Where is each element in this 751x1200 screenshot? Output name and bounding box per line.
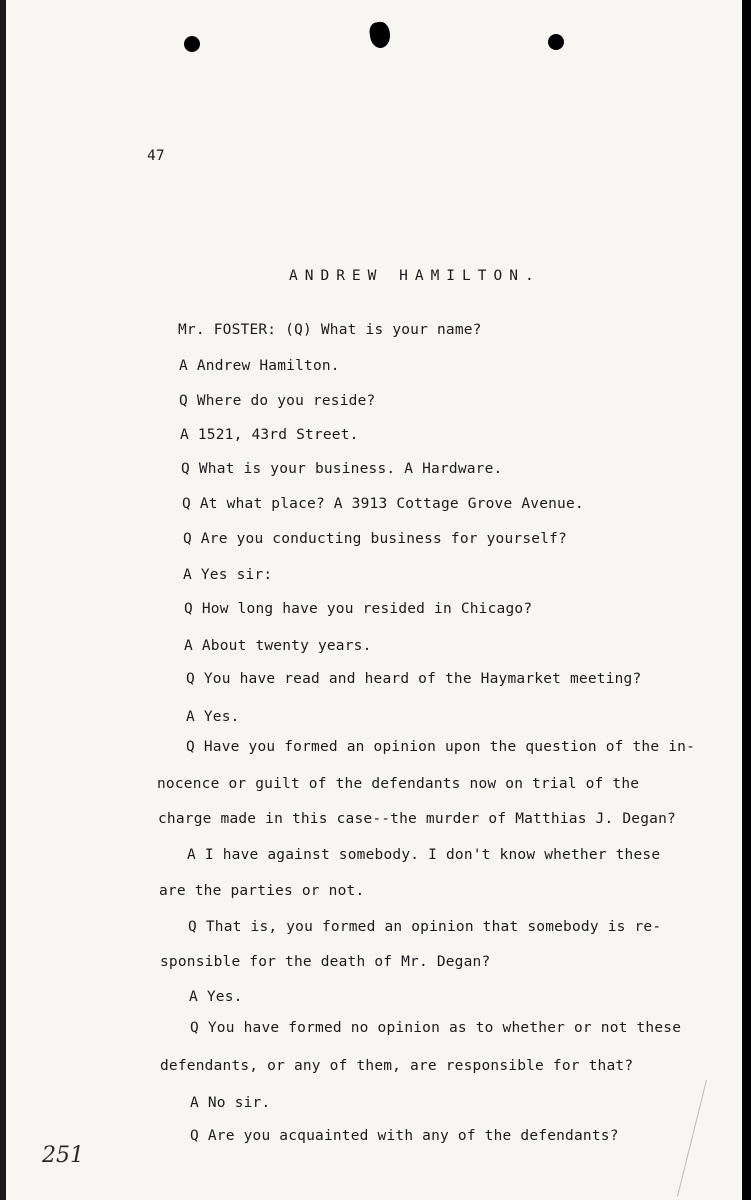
testimony-line: Q At what place? A 3913 Cottage Grove Avenue. — [182, 496, 584, 512]
testimony-line: Q How long have you resided in Chicago? — [184, 601, 533, 617]
testimony-line: defendants, or any of them, are responsible for that? — [160, 1058, 634, 1074]
testimony-line: sponsible for the death of Mr. Degan? — [160, 954, 491, 970]
testimony-line: Q You have formed no opinion as to whether or not these — [190, 1020, 682, 1036]
testimony-line: Q Are you acquainted with any of the defendants? — [190, 1128, 619, 1144]
witness-title: ANDREW HAMILTON. — [289, 268, 541, 284]
testimony-line: A 1521, 43rd Street. — [180, 427, 359, 443]
testimony-line: A I have against somebody. I don't know whether these — [187, 847, 661, 863]
document-page — [6, 0, 742, 1200]
ink-blot — [368, 21, 391, 50]
testimony-line: Q You have read and heard of the Haymarket meeting? — [186, 671, 642, 687]
scan-border — [742, 0, 751, 1200]
testimony-line: Q That is, you formed an opinion that somebody is re- — [188, 919, 662, 935]
testimony-line: A Andrew Hamilton. — [179, 358, 340, 374]
punch-hole-right — [548, 34, 564, 50]
testimony-line: charge made in this case--the murder of Matthias J. Degan? — [158, 811, 676, 827]
punch-hole-left — [184, 36, 200, 52]
handwritten-note: 251 — [42, 1143, 84, 1168]
testimony-line: A Yes. — [186, 709, 240, 725]
testimony-line: Mr. FOSTER: (Q) What is your name? — [178, 322, 482, 338]
testimony-line: A No sir. — [190, 1095, 271, 1111]
testimony-line: Q Where do you reside? — [179, 393, 376, 409]
testimony-line: nocence or guilt of the defendants now on trial of the — [157, 776, 640, 792]
testimony-line: A Yes. — [189, 989, 243, 1005]
paper-crease — [677, 1080, 707, 1197]
page-number: 47 — [147, 148, 165, 164]
testimony-line: A About twenty years. — [184, 638, 372, 654]
testimony-line: Q Have you formed an opinion upon the question of the in- — [186, 739, 695, 755]
testimony-line: are the parties or not. — [159, 883, 365, 899]
testimony-line: Q What is your business. A Hardware. — [181, 461, 503, 477]
testimony-line: A Yes sir: — [183, 567, 273, 583]
testimony-line: Q Are you conducting business for yourself? — [183, 531, 567, 547]
